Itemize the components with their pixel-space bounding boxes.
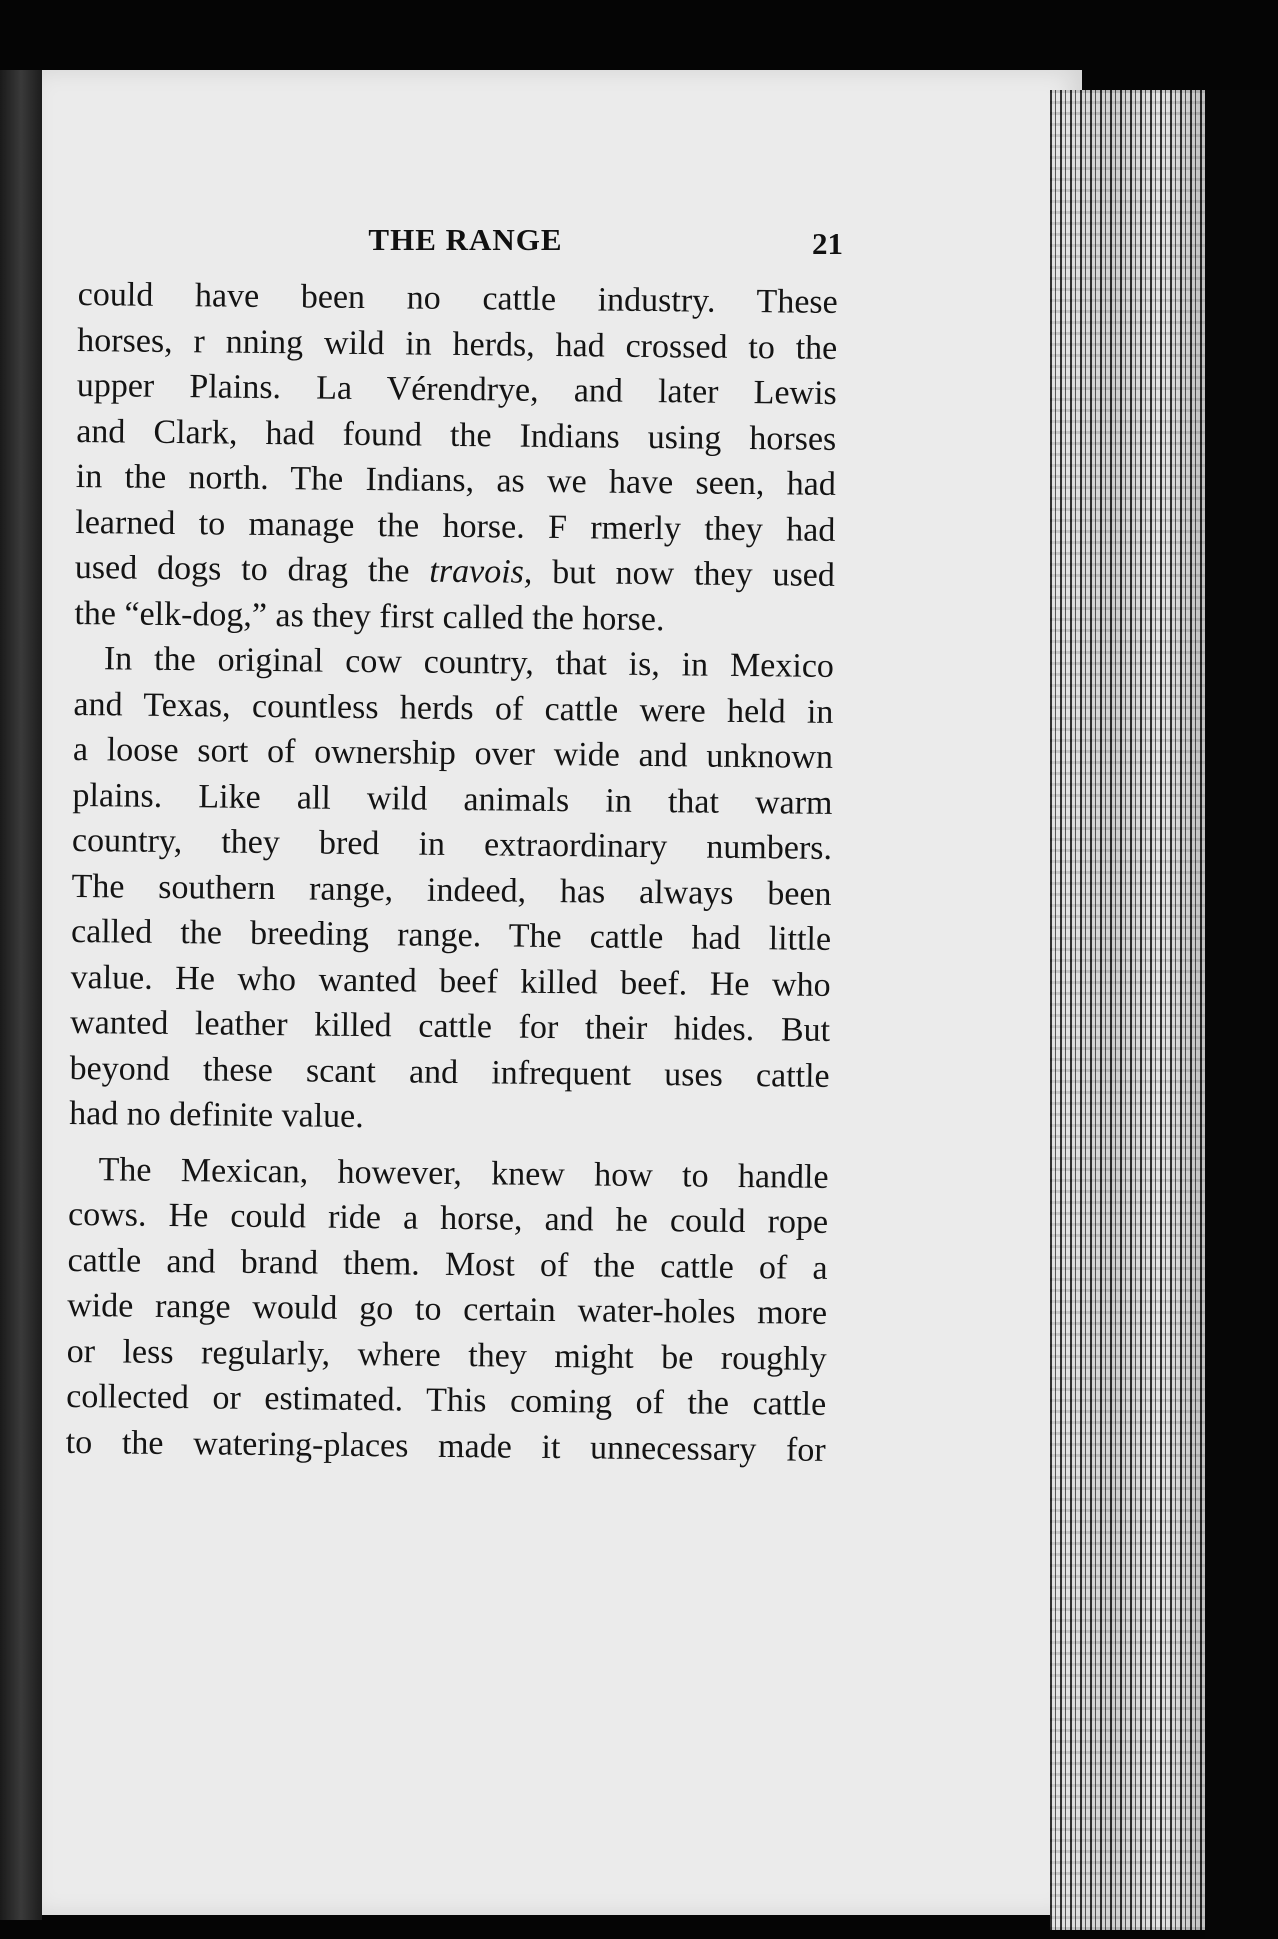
text-line: value. He who wanted beef killed beef. He who (70, 958, 831, 1004)
text-line: wide range would go to certain water-holes more (66, 1286, 828, 1332)
running-head (88, 222, 843, 262)
text-line-paragraph-start: In the original cow country, that is, in Mexico (103, 640, 835, 685)
book-binding-edge (0, 70, 42, 1920)
text-fragment: used dogs to drag the (74, 548, 430, 590)
text-line: could have been no cattle industry. These (77, 275, 838, 321)
text-line: horses, r nning wild in herds, had crossed to the (77, 321, 838, 367)
text-line: collected or estimated. This coming of the cattle (66, 1377, 827, 1423)
text-line: cows. He could ride a horse, and he could rope (67, 1195, 829, 1241)
text-line: or less regularly, where they might be roughly (66, 1332, 827, 1378)
page-edges-texture (1050, 90, 1210, 1930)
text-line: and Clark, had found the Indians using horses (76, 412, 837, 458)
text-line: in the north. The Indians, as we have seen, had (75, 457, 837, 503)
text-line: beyond these scant and infrequent uses cattle (69, 1049, 830, 1095)
text-line: upper Plains. La Vérendrye, and later Lewis (76, 366, 837, 412)
scan-border-shadow (1205, 90, 1278, 1939)
text-line: wanted leather killed cattle for their hides. But (69, 1003, 831, 1049)
text-line: called the breeding range. The cattle had little (70, 912, 832, 958)
italic-word-travois: travois, (429, 552, 533, 591)
text-line: and Texas, countless herds of cattle were held in (73, 685, 834, 731)
body-text (66, 272, 838, 1473)
running-head-title: THE RANGE (368, 222, 563, 257)
page-number: 21 (812, 226, 843, 261)
text-line: learned to manage the horse. F rmerly they had (75, 503, 836, 549)
text-fragment: but now they used (532, 553, 836, 594)
text-line: had no definite value. (68, 1094, 364, 1136)
text-line (75, 545, 835, 598)
text-line-paragraph-start: The Mexican, however, knew how to handle (98, 1150, 829, 1196)
text-line: a loose sort of ownership over wide and unknown (72, 730, 834, 776)
text-line: the “elk-dog,” as they first called the horse. (74, 594, 665, 638)
text-line: to the watering-places made it unnecessary for (65, 1423, 826, 1469)
text-line: cattle and brand them. Most of the cattle of a (67, 1241, 828, 1287)
text-line: country, they bred in extraordinary numbers. (71, 821, 833, 867)
text-line: The southern range, indeed, has always been (71, 867, 832, 913)
text-line: plains. Like all wild animals in that warm (72, 776, 833, 822)
